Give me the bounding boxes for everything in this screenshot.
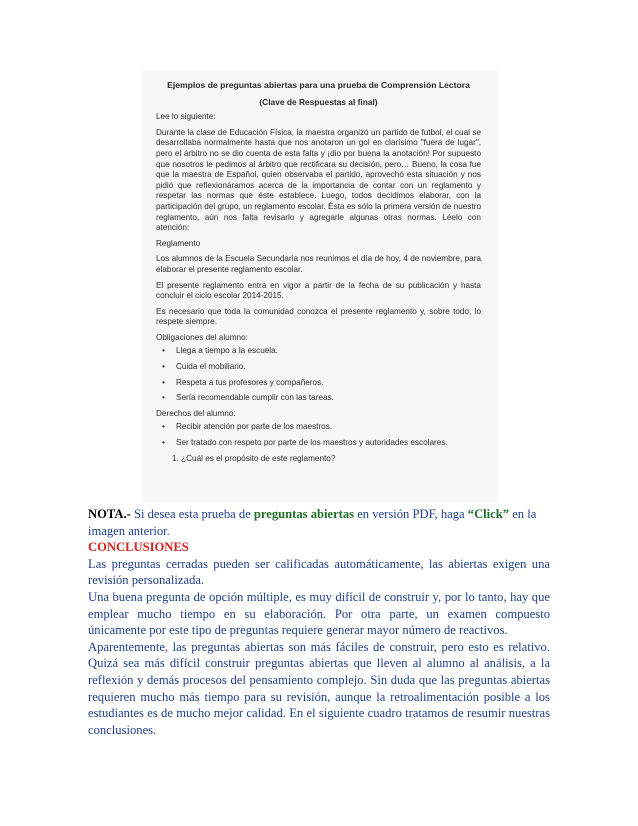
- nota-text-3: en la imagen anterior.: [88, 507, 537, 538]
- nota-text-2: en versión PDF, haga: [354, 507, 468, 521]
- scan-para-2: El presente reglamento entra en vigor a partir de la fecha de su publicación y hasta concluir el ciclo escolar 2014-2015.: [156, 280, 481, 301]
- scan-para-3: Es necesario que toda la comunidad conozca el presente reglamento y, sobre todo, lo respete siempre.: [156, 306, 481, 327]
- list-item: • Sería recomendable cumplir con las tareas.: [176, 393, 481, 404]
- nota-text-1: Si desea esta prueba de: [130, 507, 254, 521]
- scan-derechos-heading: Derechos del alumno:: [156, 408, 236, 418]
- list-item: • Llega a tiempo a la escuela.: [176, 346, 481, 357]
- scan-para-1: Los alumnos de la Escuela Secundaria nos reunimos el día de hoy, 4 de noviembre, para elaborar el presente reglamento escolar.: [156, 254, 481, 274]
- nota-paragraph: [88, 506, 550, 539]
- conclusiones-title: CONCLUSIONES: [88, 540, 189, 555]
- conclusiones-paragraph-1: Las preguntas cerradas pueden ser calificadas automáticamente, las abiertas exigen una revisión personalizada.: [88, 556, 550, 588]
- scan-subtitle: (Clave de Respuestas al final): [259, 96, 378, 107]
- conclusiones-paragraph-3: Aparentemente, las preguntas abiertas son más fáciles de construir, pero esto es relativo. Quizá sea más difícil construir preguntas abiertas que lleven al alumno al análisis, a la reflexión y demás procesos del pensamiento complejo. Sin duda que las preguntas abiertas requieren mucho más tiempo para su revisión, aunque la retroalimentación posible a los estudiantes es de mucho mejor calidad. En el siguiente cuadro tratamos de resumir nuestras conclusiones.: [88, 639, 550, 737]
- conclusiones-paragraph-2: Una buena pregunta de opción múltiple, es muy difícil de construir y, por lo tanto, hay que emplear mucho tiempo en su elaboración. Por otra parte, un examen compuesto únicamente por este tipo de preguntas requiere generar mayor número de reactivos.: [88, 589, 550, 638]
- list-item: • Recibir atención por parte de los maestros.: [176, 422, 481, 433]
- scan-question: 1. ¿Cuál es el propósito de este reglamento?: [172, 453, 336, 463]
- scan-title: Ejemplos de preguntas abiertas para una prueba de Comprensión Lectora: [167, 80, 470, 90]
- scan-story: Durante la clase de Educación Física, la maestra organizó un partido de futbol, el cual se desarrollaba normalmente hasta que nos anotaron un gol en clarísimo "fuera de lugar", pero el árbitro no se dio cuenta de esta falta y ¡dio por buena la anotación! Por supuesto que nosotros le pedimos al árbitro que rectificara su decisión, pero… Bueno, la cosa fue que la maestra de Español, quien observaba el partido, aprovechó esta situación y nos pidió que reflexionáramos acerca de la importancia de contar con un reglamento y respetar las normas que éste establece. Luego, todos decidimos elaborar, con la participación del grupo, un reglamento escolar. Ésta es sólo la primera versión de nuestro reglamento, aún nos falta revisarlo y agregarle algunas otras normas. Léelo con atención:: [156, 127, 481, 233]
- derechos-list: [156, 422, 481, 448]
- list-item: • Ser tratado con respeto por parte de los maestros y autoridades escolares.: [176, 438, 481, 449]
- scan-intro: Lee lo siguiente:: [156, 112, 216, 122]
- scan-reglamento-heading: Reglamento: [156, 238, 201, 248]
- list-item: • Respeta a tus profesores y compañeros.: [176, 378, 481, 389]
- scanned-document-image[interactable]: [142, 70, 498, 502]
- scan-obligaciones-heading: Obligaciones del alumno:: [156, 332, 248, 342]
- nota-highlight: preguntas abiertas: [253, 507, 355, 521]
- nota-click: “Click”: [467, 507, 510, 521]
- body-text: [88, 506, 550, 738]
- list-item: • Cuida el mobiliario.: [176, 362, 481, 373]
- nota-label: NOTA.-: [88, 507, 131, 521]
- obligaciones-list: [156, 346, 481, 403]
